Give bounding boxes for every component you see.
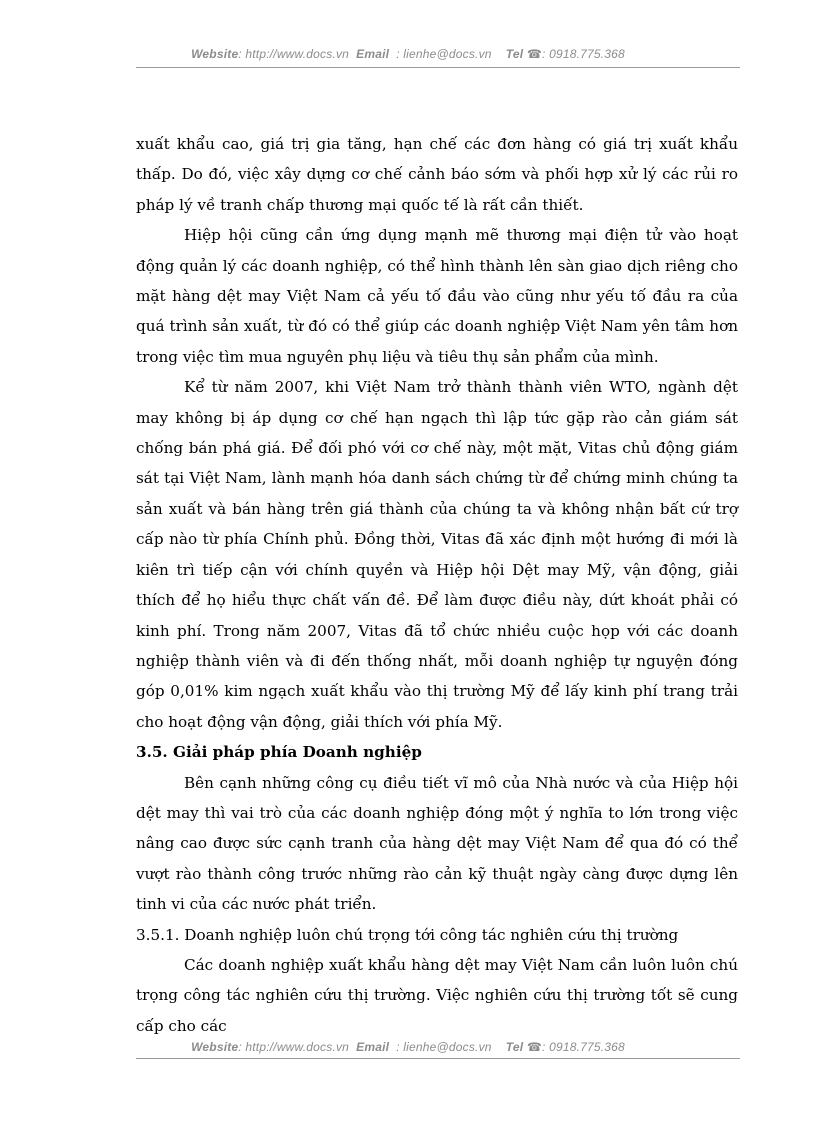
paragraph-5: Các doanh nghiệp xuất khẩu hàng dệt may Việt Nam cần luôn luôn chú trọng công tác nghiên cứu thị trường. Việc nghiên cứu thị trường tốt sẽ cung cấp cho các — [136, 955, 738, 1035]
subsection-heading-3-5-1: 3.5.1. Doanh nghiệp luôn chú trọng tới công tác nghiên cứu thị trường — [136, 925, 679, 944]
phone-icon: ☎ — [526, 1040, 542, 1054]
page-footer — [0, 1040, 816, 1054]
footer-website-value: : http://www.docs.vn — [238, 1040, 350, 1054]
footer-tel-value: : 0918.775.368 — [542, 1040, 625, 1054]
footer-website-label: Website — [191, 1040, 239, 1054]
header-email-value: : lienhe@docs.vn — [396, 47, 492, 61]
footer-email-label: Email — [356, 1040, 390, 1054]
footer-tel-label: Tel — [505, 1040, 524, 1054]
footer-email-value: : lienhe@docs.vn — [396, 1040, 492, 1054]
header-email-label: Email — [356, 47, 390, 61]
paragraph-2: Hiệp hội cũng cần ứng dụng mạnh mẽ thương mại điện tử vào hoạt động quản lý các doanh nghiệp, có thể hình thành lên sàn giao dịch riêng cho mặt hàng dệt may Việt Nam cả yếu tố đầu vào cũng như yếu tố đầu ra của quá trình sản xuất, từ đó có thể giúp các doanh nghiệp Việt Nam yên tâm hơn trong việc tìm mua nguyên phụ liệu và tiêu thụ sản phẩm của mình. — [136, 226, 738, 366]
header-website-value: : http://www.docs.vn — [238, 47, 350, 61]
section-heading-3-5: 3.5. Giải pháp phía Doanh nghiệp — [136, 743, 422, 762]
footer-divider — [136, 1058, 740, 1059]
paragraph-3: Kể từ năm 2007, khi Việt Nam trở thành thành viên WTO, ngành dệt may không bị áp dụng cơ chế hạn ngạch thì lập tức gặp rào cản giám sát chống bán phá giá. Để đối phó với cơ chế này, một mặt, Vitas chủ động giám sát tại Việt Nam, lành mạnh hóa danh sách chứng từ để chứng minh chúng ta sản xuất và bán hàng trên giá thành của chúng ta và không nhận bất cứ trợ cấp nào từ phía Chính phủ. Đồng thời, Vitas đã xác định một hướng đi mới là kiên trì tiếp cận với chính quyền và Hiệp hội Dệt may Mỹ, vận động, giải thích để họ hiểu thực chất vấn đề. Để làm được điều này, dứt khoát phải có kinh phí. Trong năm 2007, Vitas đã tổ chức nhiều cuộc họp với các doanh nghiệp thành viên và đi đến thống nhất, mỗi doanh nghiệp tự nguyện đóng góp 0,01% kim ngạch xuất khẩu vào thị trường Mỹ để lấy kinh phí trang trải cho hoạt động vận động, giải thích với phía Mỹ. — [136, 378, 738, 731]
phone-icon: ☎ — [526, 47, 542, 61]
page-header — [0, 47, 816, 61]
paragraph-1: xuất khẩu cao, giá trị gia tăng, hạn chế các đơn hàng có giá trị xuất khẩu thấp. Do đó, việc xây dựng cơ chế cảnh báo sớm và phối hợp xử lý các rủi ro pháp lý về tranh chấp thương mại quốc tế là rất cần thiết. — [136, 135, 738, 214]
header-divider — [136, 67, 740, 68]
page-body — [136, 129, 738, 1041]
header-website-label: Website — [191, 47, 239, 61]
header-tel-value: : 0918.775.368 — [542, 47, 625, 61]
paragraph-4: Bên cạnh những công cụ điều tiết vĩ mô của Nhà nước và của Hiệp hội dệt may thì vai trò của các doanh nghiệp đóng một ý nghĩa to lớn trong việc nâng cao được sức cạnh tranh của hàng dệt may Việt Nam để qua đó có thể vượt rào thành công trước những rào cản kỹ thuật ngày càng được dựng lên tinh vi của các nước phát triển. — [136, 773, 738, 914]
header-tel-label: Tel — [505, 47, 524, 61]
